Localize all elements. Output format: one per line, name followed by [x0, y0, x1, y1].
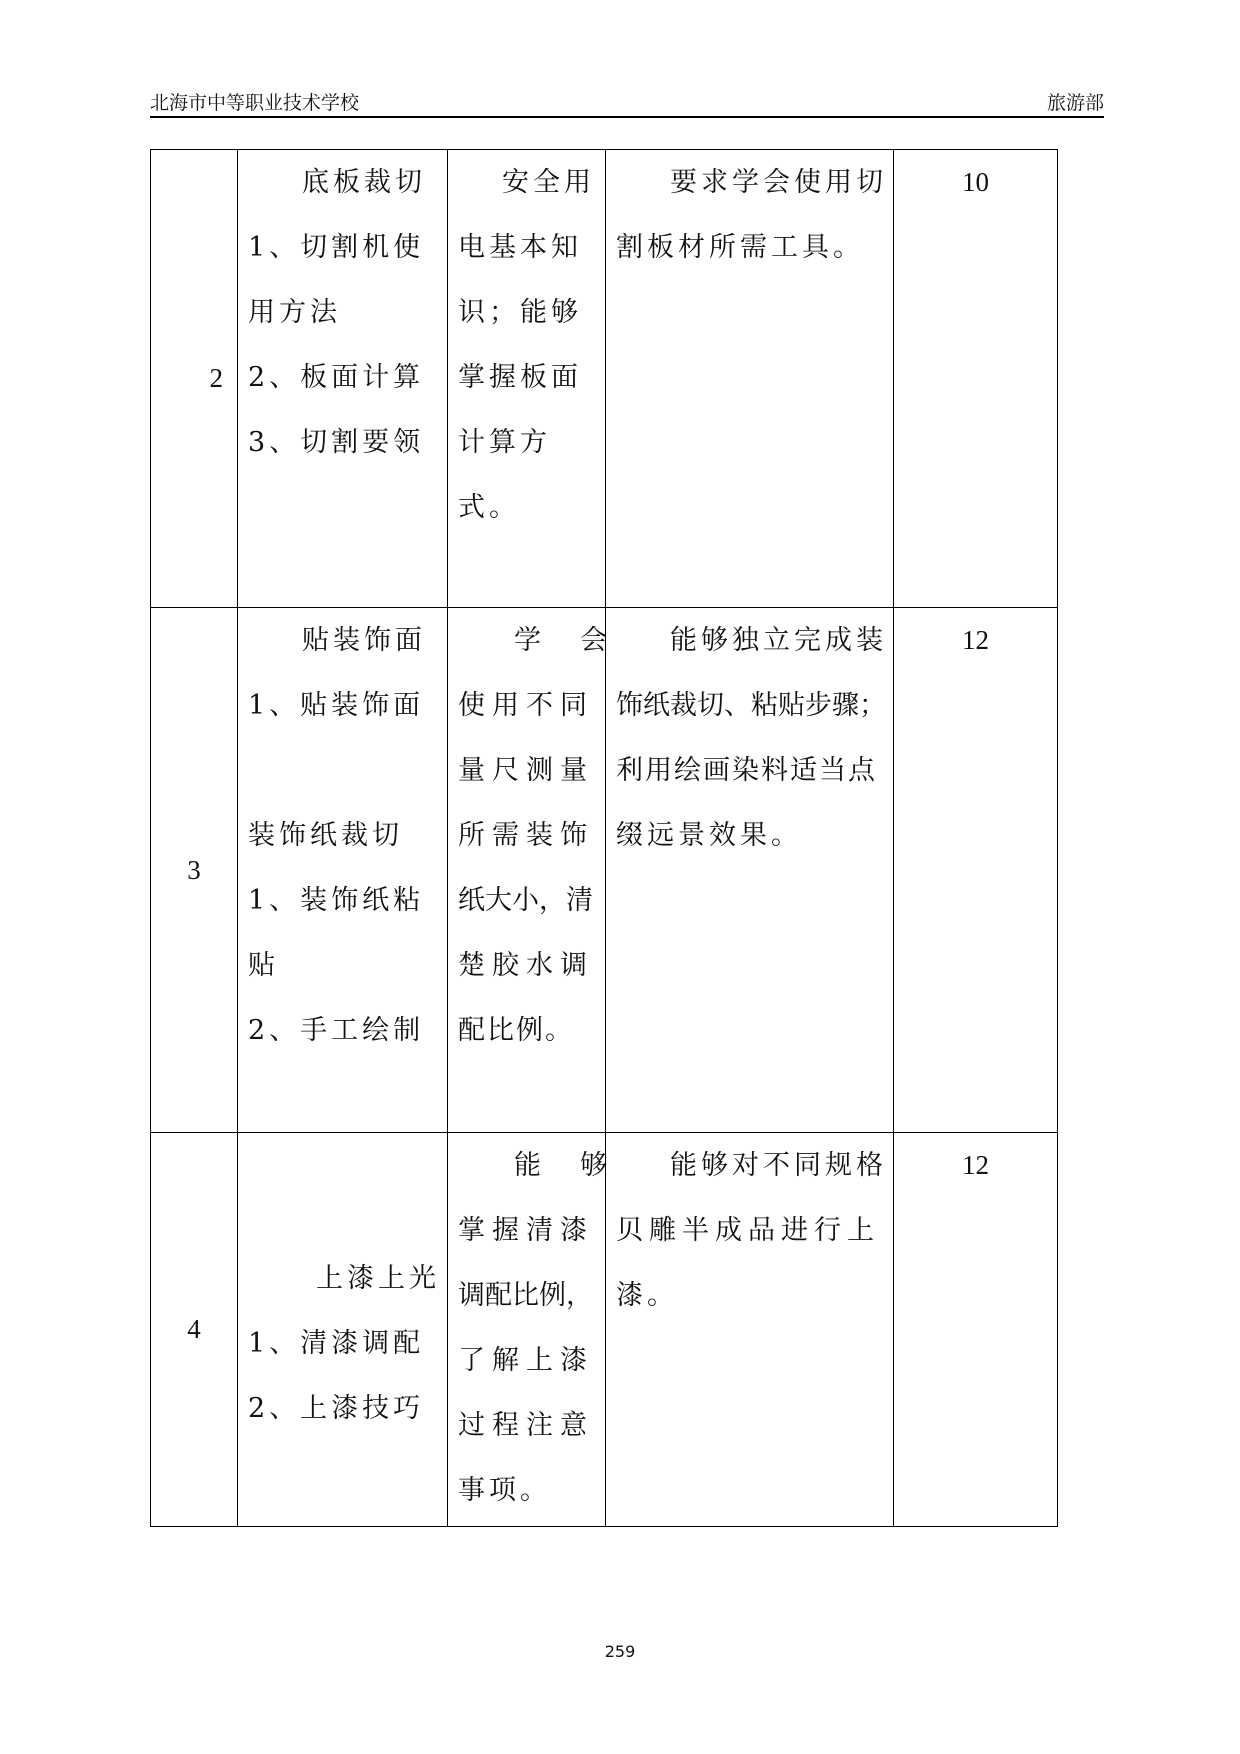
skill-line: 缀远景效果。	[616, 820, 802, 851]
knowledge-line: 了解上漆	[458, 1345, 594, 1376]
department-name: 旅游部	[1046, 92, 1104, 114]
knowledge-line: 式。	[458, 492, 520, 523]
content-line: 1、贴装饰面	[248, 690, 425, 721]
content-line: 2、手工绘制	[248, 1015, 425, 1046]
content-line: 用方法	[248, 297, 341, 328]
row-number: 4	[151, 1133, 238, 1527]
skill-line: 能够独立完成装	[670, 625, 887, 656]
knowledge-line: 能 够	[514, 1150, 613, 1181]
row-number: 2	[151, 150, 238, 608]
knowledge-line: 掌握板面	[458, 362, 582, 393]
skill-line: 漆。	[616, 1280, 678, 1311]
content-line: 上漆上光	[316, 1263, 440, 1294]
knowledge-line: 纸大小，清	[458, 885, 593, 916]
skill-line: 利用绘画染料适当点	[616, 755, 877, 786]
knowledge-line: 量尺测量	[458, 755, 594, 786]
hours-cell: 10	[894, 150, 1058, 608]
row-number: 3	[151, 608, 238, 1133]
hours-cell: 12	[894, 1133, 1058, 1527]
knowledge-cell	[448, 608, 613, 1133]
content-cell	[238, 150, 448, 608]
knowledge-line: 计算方	[458, 427, 551, 458]
content-cell	[238, 1133, 448, 1527]
content-line: 3、切割要领	[248, 427, 425, 458]
hours-cell: 12	[894, 608, 1058, 1133]
course-table	[150, 149, 1058, 1527]
content-line: 1、清漆调配	[248, 1328, 425, 1359]
knowledge-line: 安全用	[502, 167, 595, 198]
knowledge-line: 所需装饰	[458, 820, 594, 851]
school-name: 北海市中等职业技术学校	[150, 92, 360, 114]
content-line: 底板裁切	[302, 167, 426, 198]
skill-line: 割板材所需工具。	[616, 232, 864, 263]
knowledge-line: 识；能够	[458, 297, 582, 328]
knowledge-line: 配比例。	[458, 1015, 574, 1046]
content-line: 贴	[248, 950, 279, 981]
page-header	[150, 88, 1104, 118]
skill-line: 贝雕半成品进行上	[616, 1215, 880, 1246]
content-line: 1、装饰纸粘	[248, 885, 425, 916]
content-line: 装饰纸裁切	[248, 820, 403, 851]
knowledge-line: 楚胶水调	[458, 950, 594, 981]
knowledge-line: 事项。	[458, 1475, 551, 1506]
skill-line: 饰纸裁切、粘贴步骤；	[616, 690, 886, 721]
skill-cell	[606, 1133, 894, 1527]
knowledge-cell	[448, 150, 606, 608]
knowledge-line: 调配比例，	[458, 1280, 593, 1311]
content-line: 2、板面计算	[248, 362, 425, 393]
knowledge-line: 过程注意	[458, 1410, 594, 1441]
skill-line: 要求学会使用切	[670, 167, 887, 198]
content-line: 1、切割机使	[248, 232, 425, 263]
knowledge-line: 电基本知	[458, 232, 582, 263]
content-line: 2、上漆技巧	[248, 1393, 425, 1424]
content-line	[248, 738, 437, 803]
table-row	[151, 150, 1058, 608]
skill-line: 能够对不同规格	[670, 1150, 887, 1181]
skill-cell	[606, 608, 894, 1133]
table-row	[151, 608, 1058, 1133]
table-row	[151, 1133, 1058, 1527]
knowledge-line: 掌握清漆	[458, 1215, 594, 1246]
knowledge-cell	[448, 1133, 613, 1527]
content-line: 贴装饰面	[302, 625, 426, 656]
knowledge-line: 使用不同	[458, 690, 594, 721]
skill-cell	[606, 150, 894, 608]
page-number: 259	[604, 1642, 636, 1661]
knowledge-line: 学 会	[514, 625, 613, 656]
content-cell	[238, 608, 448, 1133]
